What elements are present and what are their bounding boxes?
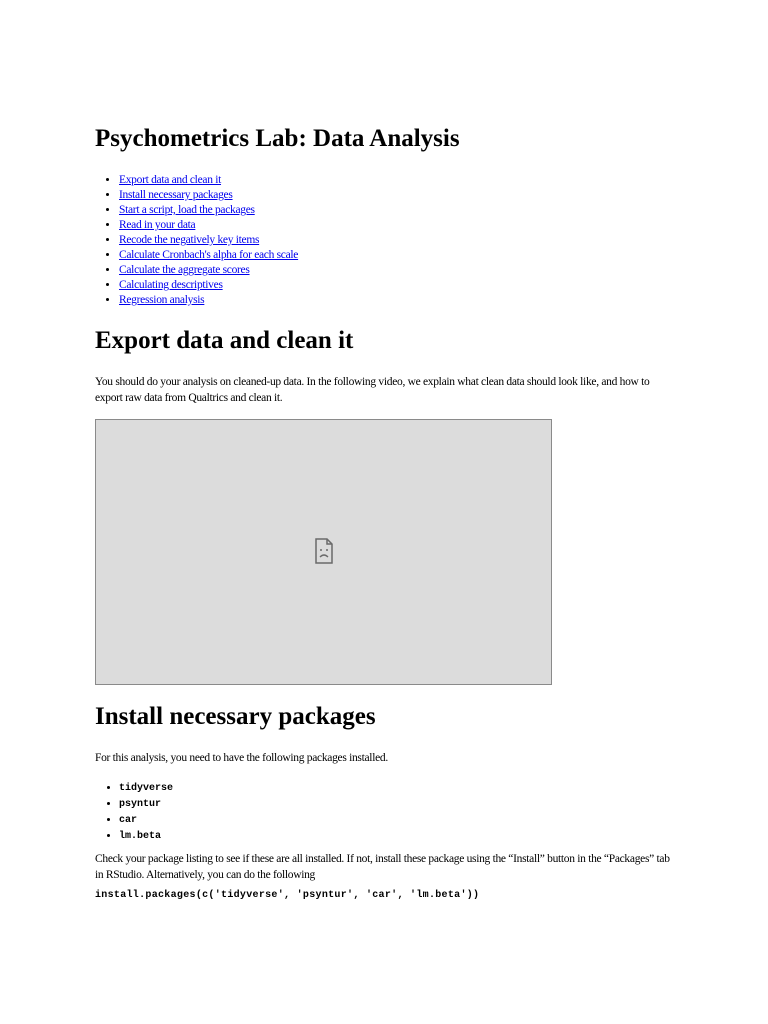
- toc-link-descriptives[interactable]: Calculating descriptives: [119, 279, 223, 291]
- toc-item: [119, 233, 298, 248]
- section-paragraph-install-instructions: Check your package listing to see if these are all installed. If not, install these package using the “Install” button in the “Packages” tab in RStudio. Alternatively, you can do the following: [95, 853, 670, 881]
- toc-item: [119, 173, 298, 188]
- toc-link-install[interactable]: Install necessary packages: [119, 189, 233, 201]
- toc-item: [119, 203, 298, 218]
- toc-link-recode[interactable]: Recode the negatively key items: [119, 234, 260, 246]
- list-item: [119, 812, 173, 828]
- page-title: Psychometrics Lab: Data Analysis: [95, 125, 460, 152]
- list-item: [119, 780, 173, 796]
- toc-item: [119, 278, 298, 293]
- toc-link-export[interactable]: Export data and clean it: [119, 174, 222, 186]
- toc-item: [119, 248, 298, 263]
- toc-link-start-script[interactable]: Start a script, load the packages: [119, 204, 255, 216]
- broken-document-icon: [314, 538, 334, 564]
- section-heading-install: Install necessary packages: [95, 703, 376, 730]
- toc-item: [119, 263, 298, 278]
- toc-link-read-data[interactable]: Read in your data: [119, 219, 196, 231]
- package-name: lm.beta: [119, 831, 162, 842]
- toc-item: [119, 188, 298, 203]
- package-name: car: [119, 815, 138, 826]
- toc-item: [119, 293, 298, 308]
- toc-link-aggregate[interactable]: Calculate the aggregate scores: [119, 264, 250, 276]
- code-block: install.packages(c('tidyverse', 'psyntur', 'car', 'lm.beta')): [95, 890, 480, 901]
- toc-link-cronbach[interactable]: Calculate Cronbach's alpha for each scale: [119, 249, 299, 261]
- list-item: [119, 828, 173, 844]
- section-paragraph-install: For this analysis, you need to have the following packages installed.: [95, 752, 388, 764]
- toc-link-regression[interactable]: Regression analysis: [119, 294, 205, 306]
- package-name: tidyverse: [119, 783, 174, 794]
- video-embed[interactable]: [95, 419, 552, 685]
- table-of-contents: [95, 173, 298, 308]
- list-item: [119, 796, 173, 812]
- package-list: [95, 780, 173, 844]
- package-name: psyntur: [119, 799, 162, 810]
- section-paragraph-export: You should do your analysis on cleaned-up data. In the following video, we explain what clean data should look like, and how to export raw data from Qualtrics and clean it.: [95, 376, 650, 404]
- section-heading-export: Export data and clean it: [95, 327, 354, 354]
- toc-item: [119, 218, 298, 233]
